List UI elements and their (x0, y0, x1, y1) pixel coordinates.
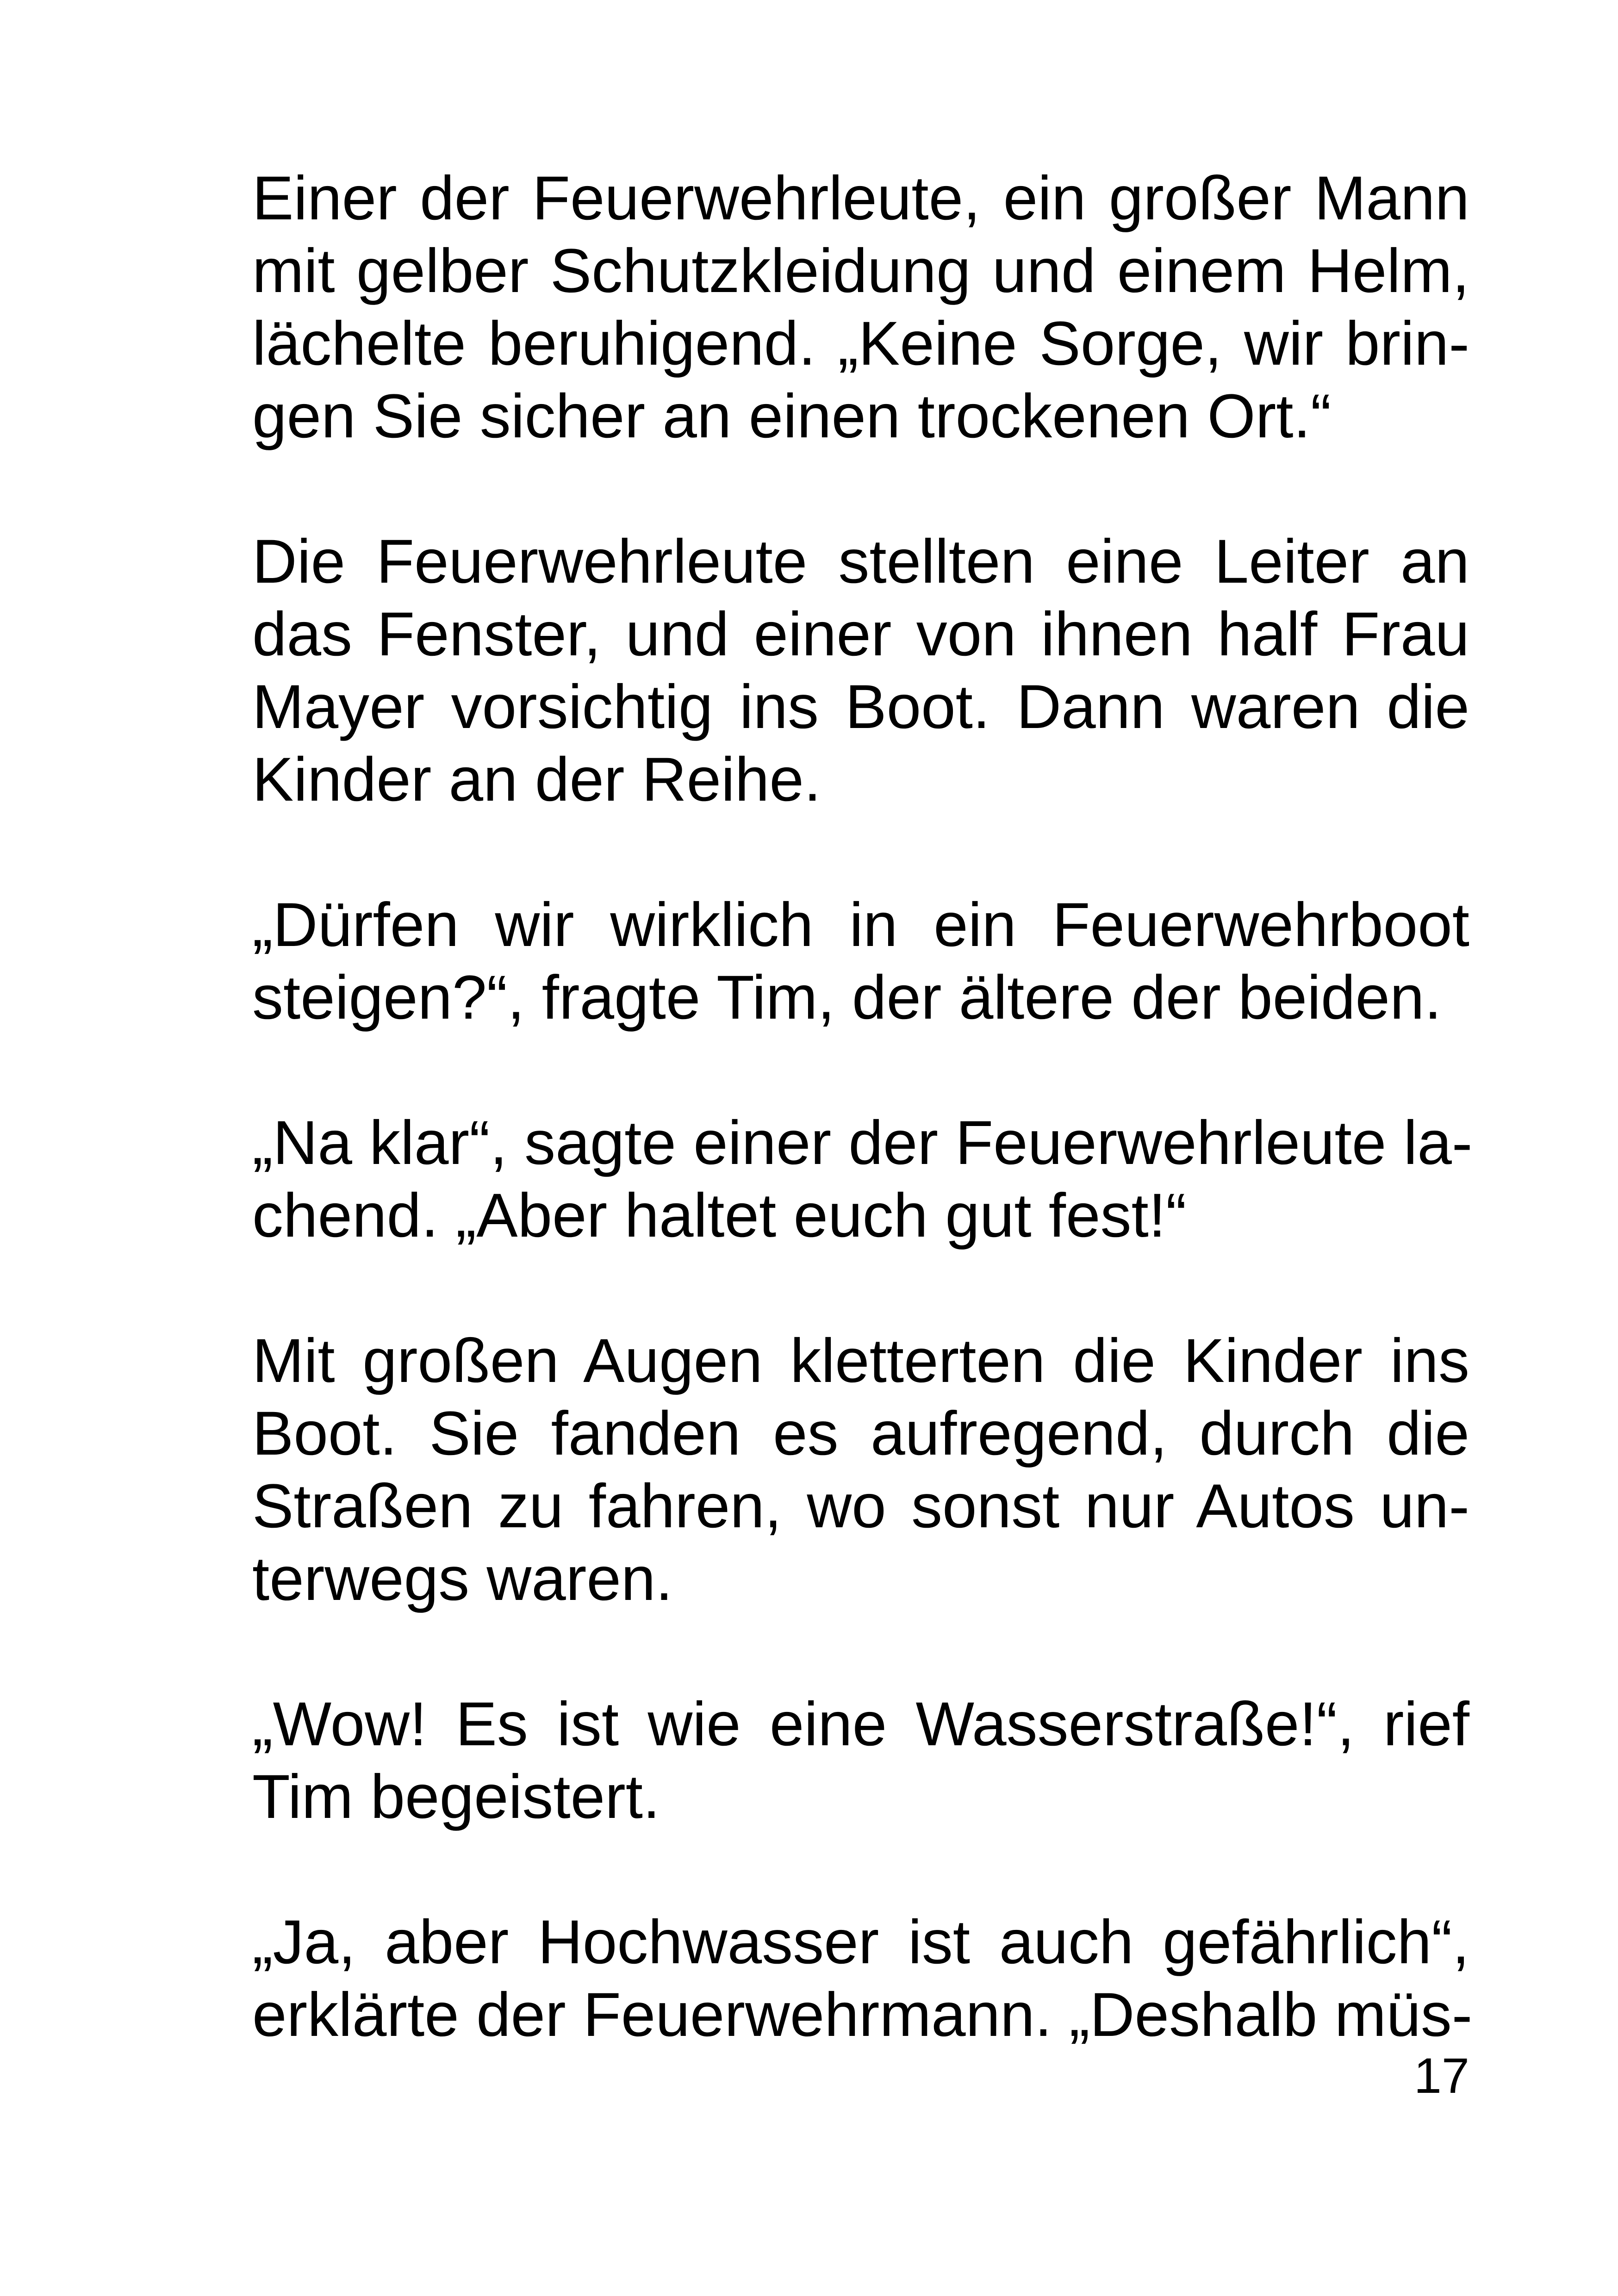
text-line: chend. „Aber haltet euch gut fest!“ (252, 1181, 1187, 1250)
text-line: Kinder an der Reihe. (252, 745, 821, 814)
paragraph (252, 889, 1469, 1034)
text-line: erklärte der Feuerwehrmann. „Deshalb müs- (252, 1980, 1473, 2049)
text-line: Die Feuerwehrleute stellten eine Leiter an (252, 527, 1469, 596)
text-line: gen Sie sicher an einen trockenen Ort.“ (252, 382, 1332, 451)
text-line: das Fenster, und einer von ihnen half Frau (252, 600, 1469, 669)
text-line: Boot. Sie fanden es aufregend, durch die (252, 1399, 1469, 1468)
text-line: Tim begeistert. (252, 1762, 660, 1831)
paragraph (252, 1688, 1469, 1833)
body-text (252, 162, 1473, 2124)
text-line: Mit großen Augen kletterten die Kinder ins (252, 1326, 1469, 1395)
text-line: „Dürfen wir wirklich in ein Feuerwehrboot (252, 890, 1469, 959)
text-line: Straßen zu fahren, wo sonst nur Autos un- (252, 1472, 1469, 1541)
text-line: „Wow! Es ist wie eine Wasserstraße!“, rief (252, 1690, 1469, 1759)
text-line: Mayer vorsichtig ins Boot. Dann waren die (252, 672, 1469, 741)
text-line: lächelte beruhigend. „Keine Sorge, wir brin- (252, 309, 1469, 378)
text-line: Einer der Feuerwehrleute, ein großer Mann (252, 164, 1469, 233)
text-line: steigen?“, fragte Tim, der ältere der beiden. (252, 963, 1442, 1032)
text-line: „Ja, aber Hochwasser ist auch gefährlich“, (252, 1908, 1469, 1977)
page-number: 17 (1413, 2047, 1469, 2103)
paragraph (252, 525, 1469, 816)
text-line: mit gelber Schutzkleidung und einem Helm, (252, 236, 1469, 305)
paragraph (252, 1325, 1469, 1615)
text-line: „Na klar“, sagte einer der Feuerwehrleute la- (252, 1108, 1473, 1177)
paragraph (252, 162, 1469, 453)
text-line: terwegs waren. (252, 1544, 673, 1613)
paragraph (252, 1906, 1473, 2051)
paragraph (252, 1107, 1473, 1252)
